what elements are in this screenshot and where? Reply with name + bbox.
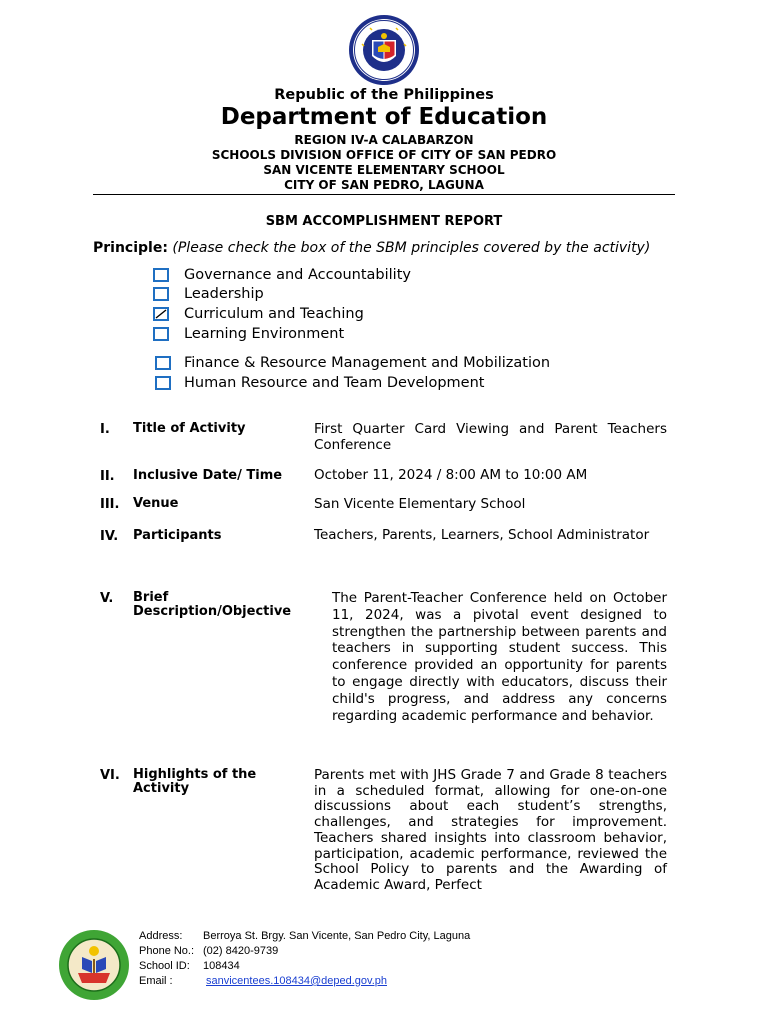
checkbox-checked-icon[interactable] (153, 307, 169, 321)
principle-label: Principle: (93, 240, 168, 256)
footer-address: Berroya St. Brgy. San Vicente, San Pedro City, Laguna (203, 930, 471, 942)
principle-line (93, 240, 650, 256)
region-heading: REGION IV-A CALABARZON (294, 133, 474, 147)
deped-seal-logo (348, 14, 420, 86)
footer-school-id: 108434 (203, 960, 240, 972)
principle-option-label: Governance and Accountability (184, 267, 411, 283)
item-value-date: October 11, 2024 / 8:00 AM to 10:00 AM (314, 467, 588, 483)
item-value-title: First Quarter Card Viewing and Parent Teachers Conference (314, 421, 667, 453)
header-divider (93, 194, 675, 195)
school-logo (58, 929, 130, 1001)
item-value-highlights: Parents met with JHS Grade 7 and Grade 8 teachers in a scheduled format, allowing for one-on-one discussions about each student’s strengths, challenges, and strategies for improvement. Teachers shared insights into classroom behavior, participation, academic performance, reviewed the School Policy to parents and the Awarding of Academic Award, Perfect (314, 767, 667, 893)
item-label-participants: Participants (133, 528, 222, 543)
footer-email-link[interactable]: sanvicentees.108434@deped.gov.ph (206, 975, 387, 987)
item-number: VI. (100, 768, 120, 783)
principle-option-learning-environment[interactable] (153, 325, 344, 343)
checkbox-unchecked-icon[interactable] (155, 356, 171, 370)
footer-phone-label: Phone No.: (139, 945, 195, 957)
principle-option-label: Human Resource and Team Development (184, 375, 485, 391)
principle-option-label: Finance & Resource Management and Mobilization (184, 355, 551, 371)
principle-option-leadership[interactable] (153, 285, 264, 303)
department-heading: Department of Education (220, 104, 548, 130)
item-value-participants: Teachers, Parents, Learners, School Administrator (314, 527, 650, 543)
principle-option-label: Curriculum and Teaching (184, 306, 364, 322)
principle-option-label: Leadership (184, 286, 264, 302)
principle-option-governance[interactable] (153, 266, 411, 284)
item-number: I. (100, 422, 110, 437)
footer-email-label: Email : (139, 975, 173, 987)
footer-address-label: Address: (139, 930, 183, 942)
item-label-venue: Venue (133, 496, 179, 511)
principle-option-curriculum[interactable] (153, 305, 364, 323)
principle-option-label: Learning Environment (184, 326, 345, 342)
item-label-title: Title of Activity (133, 421, 246, 436)
footer-school-id-label: School ID: (139, 960, 190, 972)
report-title: SBM ACCOMPLISHMENT REPORT (265, 214, 503, 229)
item-label-description: Brief Description/Objective (133, 590, 292, 619)
checkbox-unchecked-icon[interactable] (153, 287, 169, 301)
item-number: III. (100, 497, 120, 512)
checkbox-unchecked-icon[interactable] (153, 327, 169, 341)
city-heading: CITY OF SAN PEDRO, LAGUNA (284, 178, 484, 192)
item-number: IV. (100, 529, 119, 544)
item-value-description: The Parent-Teacher Conference held on October 11, 2024, was a pivotal event designed to strengthen the partnership between parents and teachers in supporting student success. This conference provided an opportunity for parents to engage directly with educators, discuss their child's progress, and address any concerns regarding academic performance and behavior. (332, 590, 667, 724)
item-label-date: Inclusive Date/ Time (133, 468, 283, 483)
item-number: V. (100, 591, 114, 606)
principle-instruction: (Please check the box of the SBM principles covered by the activity) (172, 240, 651, 256)
item-number: II. (100, 469, 115, 484)
school-heading: SAN VICENTE ELEMENTARY SCHOOL (263, 163, 505, 177)
division-heading: SCHOOLS DIVISION OFFICE OF CITY OF SAN PEDRO (211, 148, 557, 162)
item-label-highlights: Highlights of the Activity (133, 767, 257, 796)
checkbox-unchecked-icon[interactable] (153, 268, 169, 282)
principle-option-finance[interactable] (155, 354, 550, 372)
checkbox-unchecked-icon[interactable] (155, 376, 171, 390)
republic-heading: Republic of the Philippines (274, 87, 494, 103)
footer-phone: (02) 8420-9739 (203, 945, 279, 957)
principle-option-human-resource[interactable] (155, 374, 484, 392)
item-value-venue: San Vicente Elementary School (314, 496, 526, 512)
